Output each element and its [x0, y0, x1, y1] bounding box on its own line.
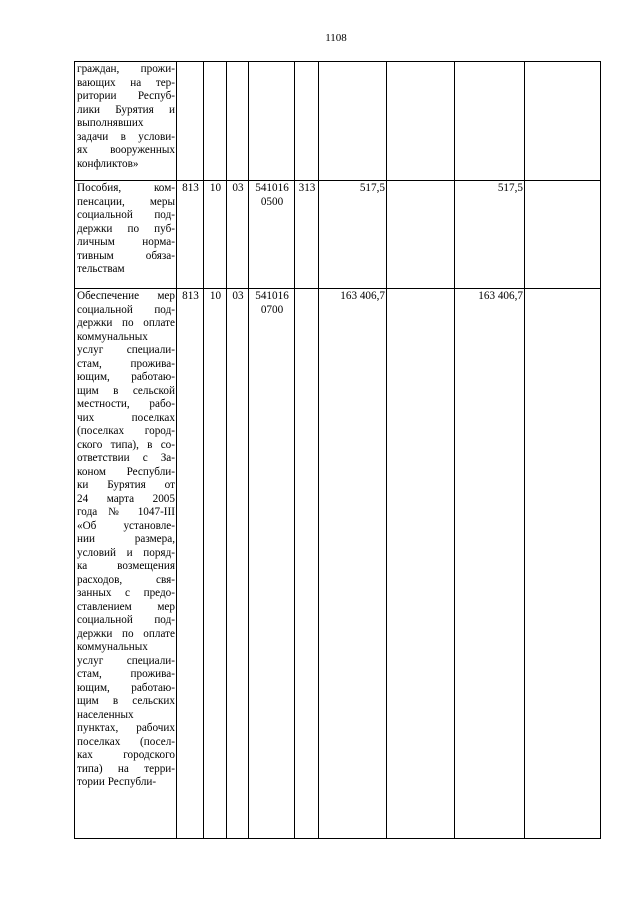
- subsection-code-cell: 03: [227, 289, 249, 839]
- description-line: тивным обяза-: [77, 249, 175, 262]
- description-line: ритории Респуб-: [77, 90, 175, 102]
- description-line: ющим, работаю-: [77, 681, 175, 694]
- description-line: ющим, работаю-: [77, 371, 175, 383]
- amount-cell: [525, 181, 601, 289]
- description-line: года № 1047-III: [77, 506, 175, 518]
- description-line: ях вооруженных: [77, 144, 175, 156]
- description-line: держки по пуб-: [77, 222, 175, 235]
- description-line: услуг специали-: [77, 654, 175, 667]
- description-line: социальной под-: [77, 209, 175, 221]
- target-code-cell: [249, 62, 295, 181]
- description-line: условий и поряд-: [77, 546, 175, 559]
- description-line: услуг специали-: [77, 344, 175, 356]
- description-line: задачи в услови-: [77, 130, 175, 143]
- page-number: 1108: [325, 32, 347, 44]
- section-code-cell: [204, 62, 227, 181]
- description-line: занных с предо-: [77, 587, 175, 599]
- description-line: социальной под-: [77, 614, 175, 626]
- amount-cell: [387, 181, 455, 289]
- description-line: коном Республи-: [77, 465, 175, 478]
- description-line: «Об установле-: [77, 519, 175, 532]
- admin-code-cell: 813: [177, 289, 204, 839]
- expense-type-cell: [295, 62, 319, 181]
- description-line: стам, прожива-: [77, 357, 175, 370]
- subsection-code-cell: 03: [227, 181, 249, 289]
- table-row: [75, 289, 601, 839]
- description-line: щим в сельских: [77, 695, 175, 707]
- description-line: типа) на терри-: [77, 762, 175, 775]
- amount-cell: [525, 62, 601, 181]
- description-line: коммунальных: [77, 641, 148, 653]
- description-line: ка возмещения: [77, 560, 175, 572]
- description-line: нии размера,: [77, 533, 175, 545]
- expense-type-cell: 313: [295, 181, 319, 289]
- amount-cell: [525, 289, 601, 839]
- description-line: лики Бурятия и: [77, 103, 175, 116]
- total-amount-cell: 517,5: [319, 181, 387, 289]
- description-cell: [75, 62, 177, 181]
- description-cell: [75, 181, 177, 289]
- description-line: ки Бурятия от: [77, 479, 175, 491]
- section-code-cell: 10: [204, 289, 227, 839]
- description-line: граждан, прожи-: [77, 63, 175, 75]
- amount-cell: [387, 289, 455, 839]
- description-line: пенсации, меры: [77, 195, 175, 208]
- description-line: личным норма-: [77, 236, 175, 248]
- federal-amount-cell: 517,5: [455, 181, 525, 289]
- target-code-cell: 541016 0500: [249, 181, 295, 289]
- description-line: населенных: [77, 708, 134, 721]
- description-cell: [75, 289, 177, 839]
- description-line: держки по оплате: [77, 627, 175, 640]
- description-line: Обеспечение мер: [77, 290, 175, 302]
- description-line: (поселках город-: [77, 425, 175, 437]
- description-line: тельствам: [77, 263, 125, 275]
- section-code-cell: 10: [204, 181, 227, 289]
- description-line: тории Республи-: [77, 776, 157, 788]
- description-line: стам, прожива-: [77, 668, 175, 680]
- description-line: щим в сельской: [77, 384, 175, 397]
- federal-amount-cell: 163 406,7: [455, 289, 525, 839]
- total-amount-cell: [319, 62, 387, 181]
- description-line: коммунальных: [77, 330, 148, 343]
- description-line: поселках (посел-: [77, 735, 175, 748]
- admin-code-cell: 813: [177, 181, 204, 289]
- description-line: ках городского: [77, 749, 175, 761]
- budget-table: [74, 61, 601, 839]
- description-line: ставлением мер: [77, 600, 175, 613]
- amount-cell: [387, 62, 455, 181]
- description-line: социальной под-: [77, 303, 175, 316]
- admin-code-cell: [177, 62, 204, 181]
- description-line: ответствии с За-: [77, 452, 175, 464]
- description-line: вающих на тер-: [77, 76, 175, 89]
- description-line: держки по оплате: [77, 317, 175, 329]
- subsection-code-cell: [227, 62, 249, 181]
- description-line: 24 марта 2005: [77, 492, 175, 505]
- description-line: чих поселках: [77, 411, 175, 424]
- description-line: местности, рабо-: [77, 398, 175, 410]
- table-row: [75, 62, 601, 181]
- description-line: конфликтов»: [77, 157, 139, 170]
- description-line: расходов, свя-: [77, 573, 175, 586]
- description-line: ского типа), в со-: [77, 438, 175, 451]
- table-row: [75, 181, 601, 289]
- target-code-cell: 541016 0700: [249, 289, 295, 839]
- description-line: Пособия, ком-: [77, 182, 175, 194]
- expense-type-cell: [295, 289, 319, 839]
- federal-amount-cell: [455, 62, 525, 181]
- description-line: пунктах, рабочих: [77, 722, 175, 734]
- description-line: выполнявших: [77, 117, 144, 129]
- total-amount-cell: 163 406,7: [319, 289, 387, 839]
